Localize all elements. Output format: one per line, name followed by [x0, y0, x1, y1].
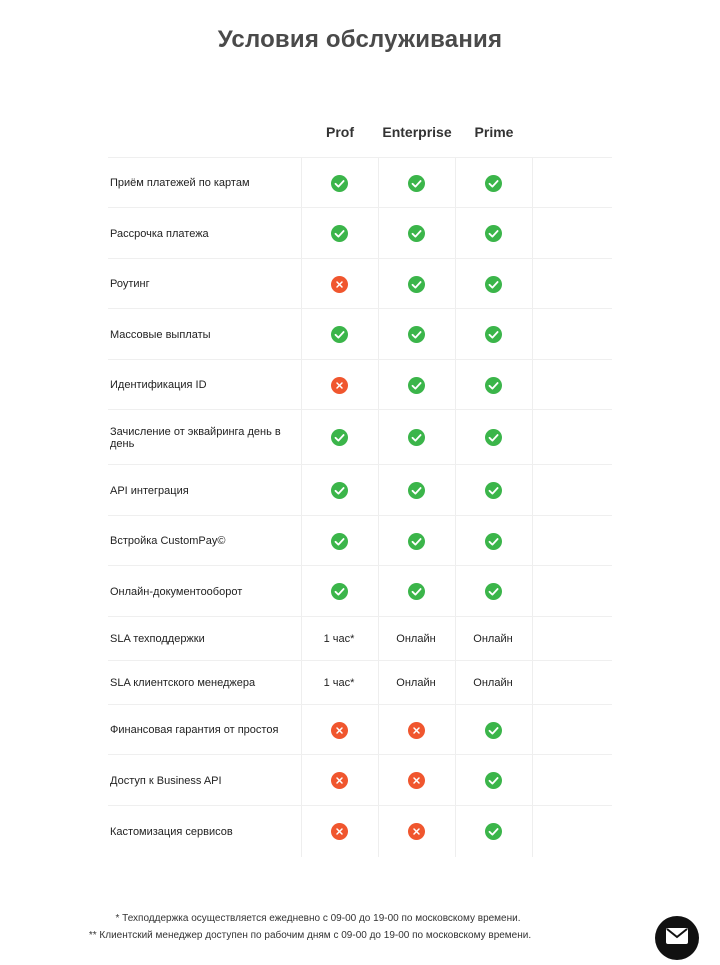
check-circle-icon	[331, 175, 348, 192]
cell-value: 1 час*	[323, 677, 355, 689]
check-circle-icon	[408, 429, 425, 446]
cell-value: Онлайн	[473, 633, 513, 645]
row-label: Роутинг	[110, 278, 150, 290]
contact-button[interactable]	[655, 916, 699, 960]
page-title: Условия обслуживания	[217, 26, 503, 53]
table-cell-prime	[455, 806, 531, 857]
table-cell-prof	[301, 705, 377, 755]
table-cell-prof	[301, 259, 377, 309]
row-label: Онлайн-документооборот	[110, 585, 243, 598]
row-label: Идентификация ID	[110, 379, 207, 391]
table-row	[108, 359, 612, 410]
row-label: Зачисление от эквайринга день в день	[110, 425, 281, 450]
cell-value: 1 час*	[323, 633, 355, 645]
table-cell-prime	[455, 208, 531, 259]
table-cell-enterprise	[378, 705, 454, 755]
check-circle-icon	[331, 482, 348, 499]
check-circle-icon	[408, 377, 425, 394]
table-cell-prof	[301, 309, 377, 360]
table-cell-prof	[301, 661, 377, 705]
check-circle-icon	[331, 225, 348, 242]
check-circle-icon	[408, 533, 425, 550]
check-circle-icon	[331, 533, 348, 550]
table-row	[108, 616, 612, 661]
row-label: API интеграция	[110, 484, 189, 497]
table-cell-prime	[455, 410, 531, 465]
table-cell-prime	[455, 661, 531, 705]
table-cell-prof	[301, 806, 377, 857]
table-cell-prof	[301, 158, 377, 208]
check-circle-icon	[331, 429, 348, 446]
row-label: Встройка CustomPay©	[110, 535, 226, 547]
cross-circle-icon	[331, 772, 348, 789]
cross-circle-icon	[408, 772, 425, 789]
row-label: Кастомизация сервисов	[110, 825, 233, 838]
table-row	[108, 515, 612, 566]
plan-header-prime: Prime	[474, 124, 514, 140]
footnote-manager: ** Клиентский менеджер доступен по рабочим дням с 09-00 до 19-00 по московскому времени.	[88, 930, 532, 941]
plan-header-enterprise: Enterprise	[382, 124, 452, 140]
table-cell-enterprise	[378, 516, 454, 566]
table-cell-prime	[455, 158, 531, 208]
table-cell-prime	[455, 309, 531, 360]
table-cell-prime	[455, 516, 531, 566]
table-row	[108, 207, 612, 259]
table-row	[108, 157, 612, 208]
table-row	[108, 704, 612, 755]
cell-value: Онлайн	[396, 633, 436, 645]
table-cell-prime	[455, 360, 531, 410]
cross-circle-icon	[331, 823, 348, 840]
table-cell-enterprise	[378, 465, 454, 516]
check-circle-icon	[485, 772, 502, 789]
cross-circle-icon	[331, 722, 348, 739]
row-label: Приём платежей по картам	[110, 177, 250, 189]
table-cell-prime	[455, 566, 531, 617]
table-cell-prof	[301, 755, 377, 806]
table-cell-enterprise	[378, 617, 454, 661]
check-circle-icon	[485, 583, 502, 600]
table-cell-enterprise	[378, 661, 454, 705]
table-cell-enterprise	[378, 309, 454, 360]
check-circle-icon	[408, 482, 425, 499]
check-circle-icon	[331, 326, 348, 343]
table-cell-enterprise	[378, 806, 454, 857]
cross-circle-icon	[408, 823, 425, 840]
check-circle-icon	[485, 722, 502, 739]
row-label: SLA техподдержки	[110, 633, 205, 645]
cross-circle-icon	[408, 722, 425, 739]
table-cell-enterprise	[378, 755, 454, 806]
table-row	[108, 660, 612, 705]
table-cell-enterprise	[378, 410, 454, 465]
footnote-support: * Техподдержка осуществляется ежедневно с 09-00 до 19-00 по московскому времени.	[115, 913, 521, 924]
table-cell-enterprise	[378, 259, 454, 309]
check-circle-icon	[408, 583, 425, 600]
table-cell-enterprise	[378, 208, 454, 259]
table-row	[108, 464, 612, 516]
check-circle-icon	[485, 429, 502, 446]
table-cell-prof	[301, 208, 377, 259]
check-circle-icon	[408, 225, 425, 242]
check-circle-icon	[408, 276, 425, 293]
table-row	[108, 258, 612, 309]
plan-header-prof: Prof	[326, 124, 354, 140]
cross-circle-icon	[331, 276, 348, 293]
table-cell-prime	[455, 465, 531, 516]
table-cell-prof	[301, 360, 377, 410]
row-label: Доступ к Business API	[110, 774, 222, 787]
table-cell-prime	[455, 617, 531, 661]
check-circle-icon	[485, 326, 502, 343]
check-circle-icon	[485, 482, 502, 499]
check-circle-icon	[485, 276, 502, 293]
table-cell-enterprise	[378, 566, 454, 617]
comparison-table	[108, 157, 612, 857]
envelope-icon	[666, 928, 688, 949]
row-label: Рассрочка платежа	[110, 227, 209, 240]
table-cell-prof	[301, 566, 377, 617]
cell-value: Онлайн	[473, 677, 513, 689]
table-cell-prof	[301, 617, 377, 661]
table-cell-prime	[455, 259, 531, 309]
check-circle-icon	[485, 377, 502, 394]
table-cell-prof	[301, 465, 377, 516]
table-row	[108, 308, 612, 360]
check-circle-icon	[408, 326, 425, 343]
check-circle-icon	[408, 175, 425, 192]
check-circle-icon	[485, 823, 502, 840]
table-cell-enterprise	[378, 158, 454, 208]
table-row	[108, 805, 612, 857]
check-circle-icon	[485, 533, 502, 550]
cell-value: Онлайн	[396, 677, 436, 689]
row-label: Массовые выплаты	[110, 328, 211, 341]
check-circle-icon	[485, 225, 502, 242]
table-cell-prof	[301, 516, 377, 566]
table-cell-enterprise	[378, 360, 454, 410]
row-label: SLA клиентского менеджера	[110, 677, 256, 689]
check-circle-icon	[485, 175, 502, 192]
row-label: Финансовая гарантия от простоя	[110, 724, 279, 736]
table-row	[108, 754, 612, 806]
check-circle-icon	[331, 583, 348, 600]
table-cell-prime	[455, 755, 531, 806]
table-cell-prime	[455, 705, 531, 755]
cross-circle-icon	[331, 377, 348, 394]
table-row	[108, 409, 612, 465]
table-row	[108, 565, 612, 617]
table-cell-prof	[301, 410, 377, 465]
